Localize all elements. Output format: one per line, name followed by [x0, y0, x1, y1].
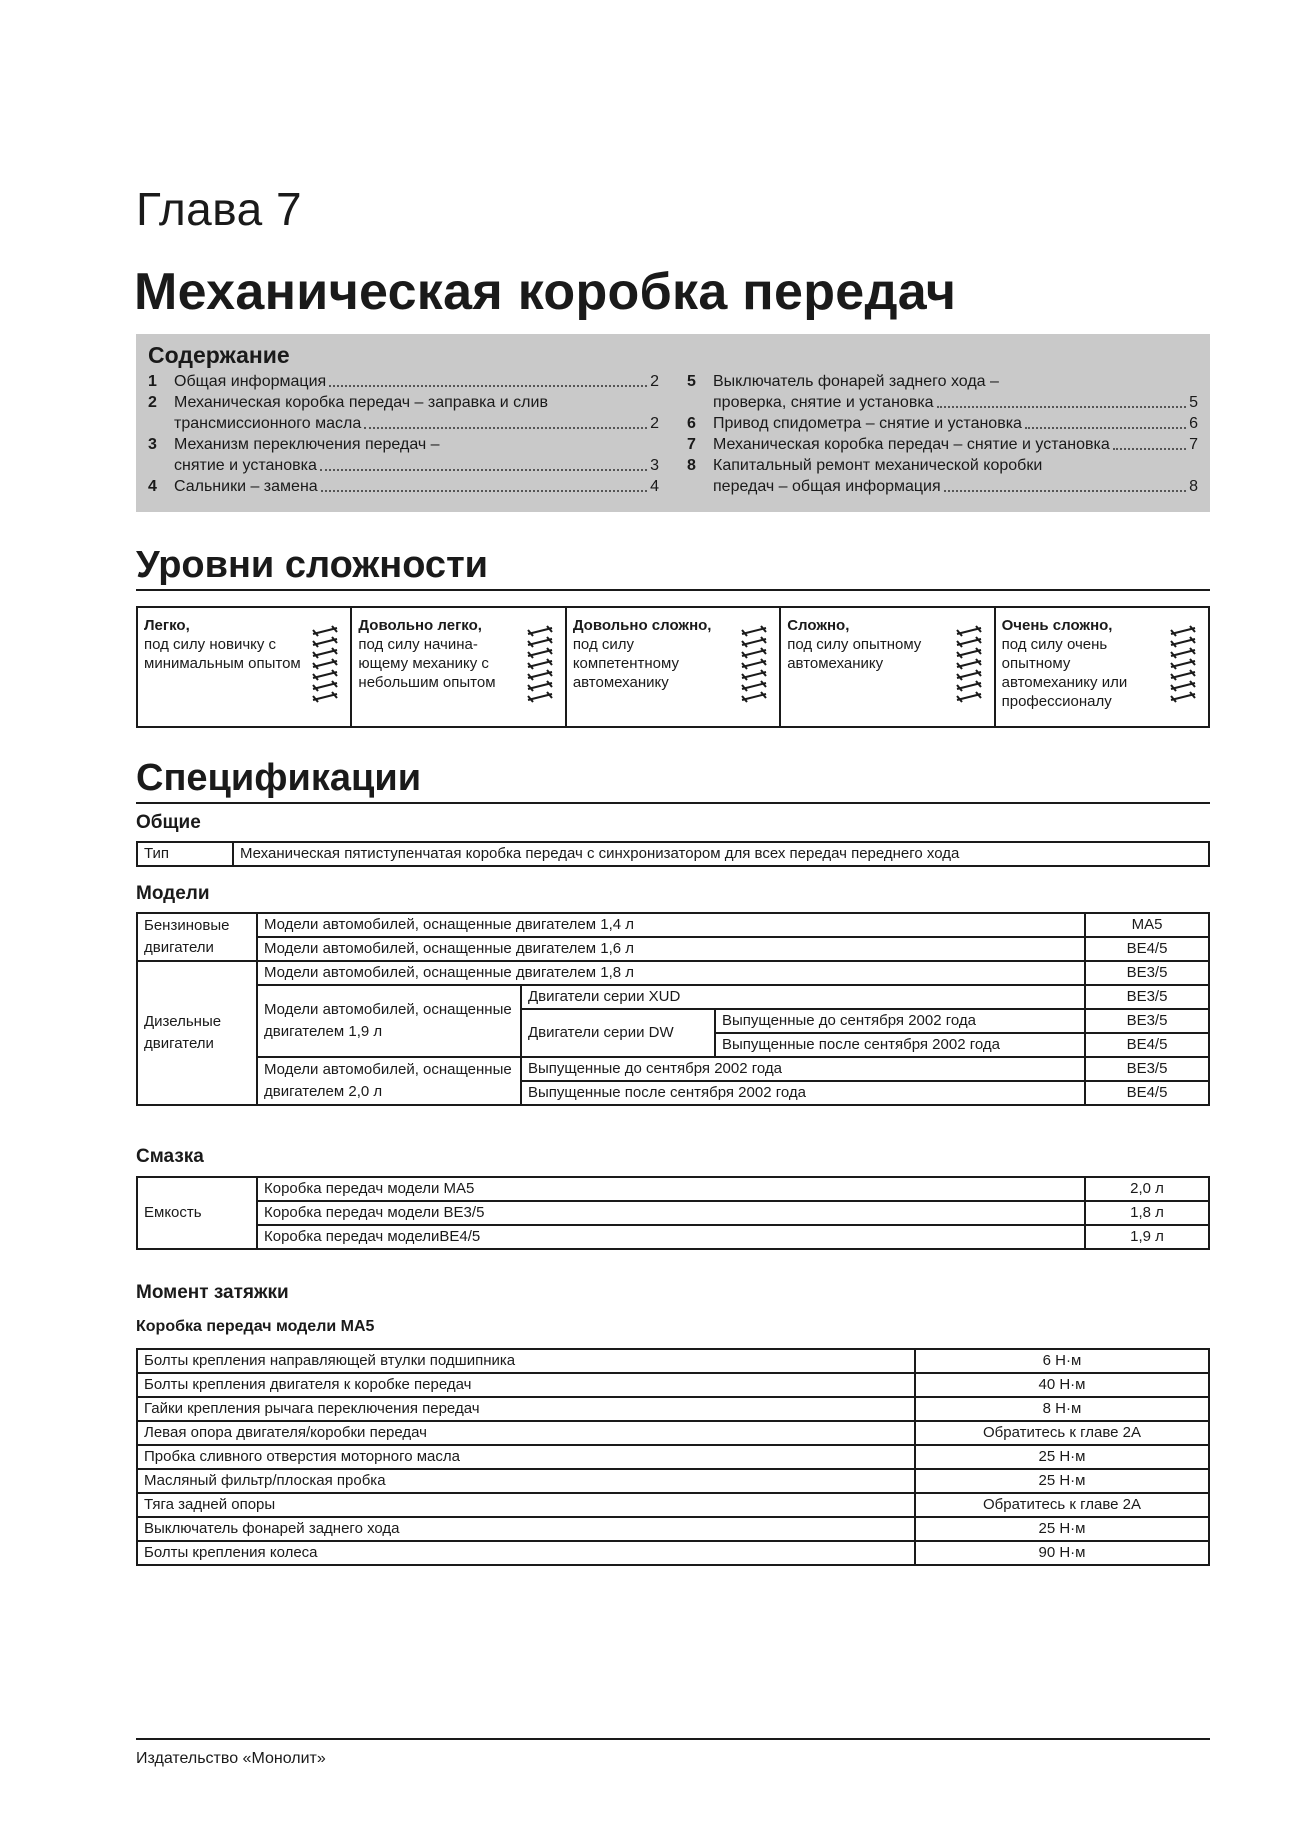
type-label: Тип [137, 842, 233, 866]
wrench-icon [1168, 622, 1198, 713]
toc-item-text: Механическая коробка передач – снятие и установка [713, 436, 1110, 453]
toc-page-number: 6 [1189, 415, 1198, 432]
toc-item-number: 8 [687, 457, 696, 474]
toc-item [687, 371, 1198, 413]
difficulty-level-2 [352, 608, 566, 726]
type-value: Механическая пятиступенчатая коробка передач с синхронизатором для всех передач переднего хода [233, 842, 1209, 866]
difficulty-title: Очень сложно, [1001, 617, 1113, 634]
torque-item-value: 8 Н·м [915, 1397, 1209, 1421]
toc-item-number: 4 [148, 478, 157, 495]
torque-item-name: Болты крепления направляющей втулки подшипника [137, 1349, 915, 1373]
difficulty-levels [136, 606, 1210, 728]
table-row [137, 1493, 1209, 1517]
wrench-icon [739, 622, 769, 713]
difficulty-description: под силу новичку с минимальным опытом [144, 636, 301, 672]
torque-item-name: Гайки крепления рычага переключения передач [137, 1397, 915, 1421]
difficulty-title: Довольно сложно, [572, 617, 712, 634]
lube-row-name: Коробка передач модели BE3/5 [257, 1201, 1085, 1225]
lube-label: Смазка [136, 1146, 204, 1167]
lube-row-name: Коробка передач моделиBE4/5 [257, 1225, 1085, 1249]
lube-table [136, 1176, 1210, 1250]
difficulty-title: Довольно легко, [358, 617, 482, 634]
toc-item-number: 3 [148, 436, 157, 453]
model-row-code: BE4/5 [1085, 1033, 1209, 1057]
table-row [137, 1373, 1209, 1397]
difficulty-description: под силу начина-ющему механику с небольшим опытом [358, 636, 496, 691]
toc-leader-dots [320, 455, 647, 471]
wrench-icon [525, 622, 555, 713]
table-row [137, 1469, 1209, 1493]
toc-left-column [148, 371, 659, 497]
model-row-desc: Модели автомобилей, оснащенные двигателем 1,8 л [257, 961, 1085, 985]
toc-item-text: Механизм переключения передач – [174, 436, 440, 453]
toc-right-column [687, 371, 1198, 497]
toc-item-text: Сальники – замена [174, 478, 318, 495]
toc-item-number: 5 [687, 373, 696, 390]
table-row [137, 1445, 1209, 1469]
general-table [136, 841, 1210, 867]
torque-item-value: 25 Н·м [915, 1445, 1209, 1469]
torque-item-value: Обратитесь к главе 2А [915, 1493, 1209, 1517]
torque-item-name: Болты крепления колеса [137, 1541, 915, 1565]
torque-item-value: 25 Н·м [915, 1517, 1209, 1541]
toc-heading: Содержание [148, 342, 290, 368]
difficulty-heading: Уровни сложности [136, 544, 1210, 591]
difficulty-level-1 [138, 608, 352, 726]
toc-leader-dots [329, 371, 647, 387]
toc-item [148, 476, 659, 497]
torque-item-name: Пробка сливного отверстия моторного масла [137, 1445, 915, 1469]
toc-page-number: 5 [1189, 394, 1198, 411]
toc-item-number: 7 [687, 436, 696, 453]
difficulty-description: под силу компетентному автомеханику [572, 636, 679, 691]
toc-item [687, 434, 1198, 455]
chapter-number: Глава 7 [136, 183, 303, 235]
difficulty-level-4 [781, 608, 995, 726]
toc-item-text: Привод спидометра – снятие и установка [713, 415, 1022, 432]
toc-item [687, 455, 1198, 497]
general-label: Общие [136, 812, 201, 833]
difficulty-level-3 [567, 608, 781, 726]
diesel-engines: Дизельные двигатели [137, 961, 257, 1105]
table-row [137, 1349, 1209, 1373]
toc-page-number: 4 [650, 478, 659, 495]
toc-item-number: 6 [687, 415, 696, 432]
model-row-desc: Модели автомобилей, оснащенные двигателем 2,0 л [257, 1057, 521, 1105]
torque-item-name: Выключатель фонарей заднего хода [137, 1517, 915, 1541]
models-label: Модели [136, 883, 210, 904]
torque-item-value: 40 Н·м [915, 1373, 1209, 1397]
model-row-code: BE3/5 [1085, 985, 1209, 1009]
models-table [136, 912, 1210, 1106]
footer-rule [136, 1738, 1210, 1740]
model-row-desc: Модели автомобилей, оснащенные двигателем 1,6 л [257, 937, 1085, 961]
toc-item-text: Выключатель фонарей заднего хода – [713, 373, 999, 390]
toc-leader-dots [1113, 434, 1186, 450]
table-row [137, 1517, 1209, 1541]
toc-item [148, 392, 659, 434]
table-of-contents [136, 334, 1210, 512]
torque-item-value: 90 Н·м [915, 1541, 1209, 1565]
model-row-desc: Модели автомобилей, оснащенные двигателем 1,4 л [257, 913, 1085, 937]
difficulty-title: Легко, [144, 617, 190, 634]
toc-leader-dots [364, 413, 647, 429]
petrol-engines: Бензиновые двигатели [137, 913, 257, 961]
wrench-icon [954, 622, 984, 713]
model-row-code: BE3/5 [1085, 961, 1209, 985]
torque-label: Момент затяжки [136, 1282, 289, 1303]
difficulty-description: под силу опытному автомеханику [787, 636, 922, 672]
release-period: Выпущенные до сентября 2002 года [715, 1009, 1085, 1033]
toc-leader-dots [944, 476, 1186, 492]
torque-item-value: Обратитесь к главе 2А [915, 1421, 1209, 1445]
model-row-code: BE3/5 [1085, 1057, 1209, 1081]
toc-page-number: 2 [650, 415, 659, 432]
wrench-icon [310, 622, 340, 713]
torque-item-name: Тяга задней опоры [137, 1493, 915, 1517]
table-row [137, 1541, 1209, 1565]
toc-item-text: передач – общая информация [713, 478, 941, 495]
lube-row-name: Коробка передач модели MA5 [257, 1177, 1085, 1201]
toc-item-text: трансмиссионного масла [174, 415, 362, 432]
lube-row-value: 1,8 л [1085, 1201, 1209, 1225]
model-row-desc: Модели автомобилей, оснащенные двигателем 1,9 л [257, 985, 521, 1057]
table-row [137, 1397, 1209, 1421]
torque-item-name: Левая опора двигателя/коробки передач [137, 1421, 915, 1445]
torque-item-name: Масляный фильтр/плоская пробка [137, 1469, 915, 1493]
toc-item [148, 434, 659, 476]
toc-leader-dots [321, 476, 647, 492]
engine-series: Двигатели серии XUD [521, 985, 1085, 1009]
lube-row-value: 2,0 л [1085, 1177, 1209, 1201]
torque-item-value: 6 Н·м [915, 1349, 1209, 1373]
toc-item-text: снятие и установка [174, 457, 317, 474]
toc-item-text: Механическая коробка передач – заправка и слив [174, 394, 548, 411]
toc-item [148, 371, 659, 392]
specs-heading: Спецификации [136, 757, 1210, 804]
lube-row-value: 1,9 л [1085, 1225, 1209, 1249]
difficulty-title: Сложно, [787, 617, 850, 634]
toc-item-number: 1 [148, 373, 157, 390]
torque-sub-label: Коробка передач модели MA5 [136, 1318, 375, 1335]
toc-item-text: Капитальный ремонт механической коробки [713, 457, 1043, 474]
toc-item-text: Общая информация [174, 373, 327, 390]
engine-series: Двигатели серии DW [521, 1009, 715, 1057]
toc-item [687, 413, 1198, 434]
capacity-label: Емкость [137, 1177, 257, 1249]
model-row-code: BE4/5 [1085, 1081, 1209, 1105]
difficulty-description: под силу очень опытному автомеханику или профессионалу [1001, 636, 1128, 710]
toc-item-text: проверка, снятие и установка [713, 394, 934, 411]
model-row-code: MA5 [1085, 913, 1209, 937]
release-period: Выпущенные после сентября 2002 года [521, 1081, 1085, 1105]
publisher-footer: Издательство «Монолит» [136, 1750, 326, 1767]
toc-page-number: 8 [1189, 478, 1198, 495]
torque-table [136, 1348, 1210, 1566]
release-period: Выпущенные до сентября 2002 года [521, 1057, 1085, 1081]
model-row-code: BE4/5 [1085, 937, 1209, 961]
table-row [137, 1421, 1209, 1445]
difficulty-level-5 [996, 608, 1208, 726]
toc-page-number: 3 [650, 457, 659, 474]
toc-page-number: 2 [650, 373, 659, 390]
toc-leader-dots [937, 392, 1187, 408]
torque-item-value: 25 Н·м [915, 1469, 1209, 1493]
torque-item-name: Болты крепления двигателя к коробке передач [137, 1373, 915, 1397]
toc-leader-dots [1025, 413, 1186, 429]
chapter-title: Механическая коробка передач [134, 263, 957, 321]
toc-page-number: 7 [1189, 436, 1198, 453]
model-row-code: BE3/5 [1085, 1009, 1209, 1033]
toc-item-number: 2 [148, 394, 157, 411]
release-period: Выпущенные после сентября 2002 года [715, 1033, 1085, 1057]
